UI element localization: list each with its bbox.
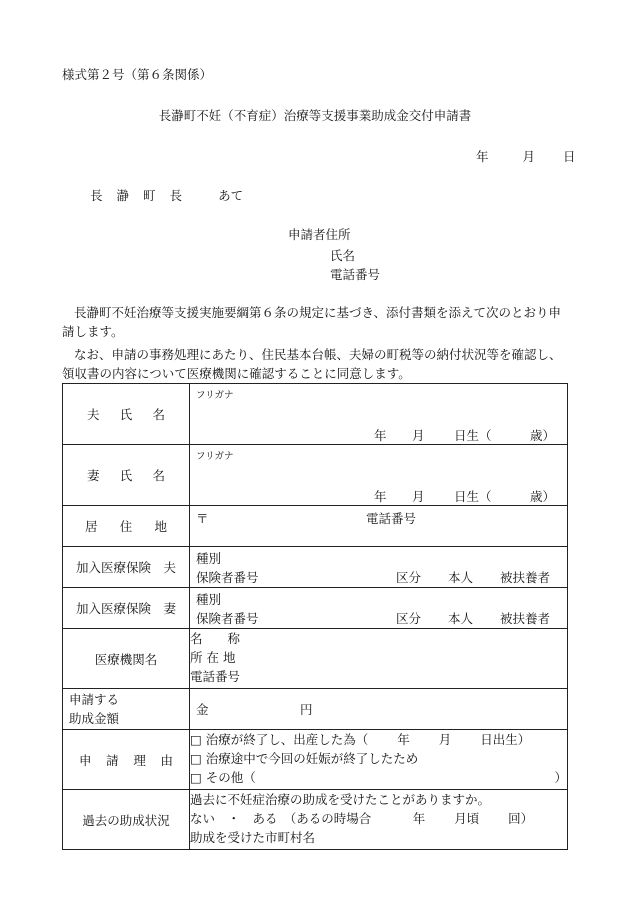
husband-age: 歳） bbox=[530, 428, 556, 443]
reason-row bbox=[63, 730, 568, 790]
addressee-char: 町 bbox=[143, 188, 156, 203]
history-municipality-label: 助成を受けた市町村名 bbox=[190, 830, 316, 845]
reason-option-ended[interactable]: □ 治療途中で今回の妊娠が終了したため bbox=[190, 751, 419, 766]
wife-birth-year: 年 bbox=[374, 489, 387, 504]
medical-location-label: 所 在 地 bbox=[190, 650, 236, 665]
reason-option-other[interactable]: □ その他（ ） bbox=[190, 770, 567, 785]
dependent-option[interactable]: 被扶養者 bbox=[500, 611, 551, 626]
amount-prefix: 金 bbox=[196, 702, 209, 717]
application-table bbox=[62, 383, 568, 850]
applicant-phone-label: 電話番号 bbox=[330, 267, 381, 282]
husband-name-field[interactable] bbox=[190, 384, 568, 445]
addressee-char: 瀞 bbox=[116, 188, 130, 203]
medical-phone-label: 電話番号 bbox=[190, 669, 241, 684]
category-label: 区分 bbox=[396, 611, 422, 626]
consent-paragraph bbox=[62, 345, 570, 383]
date-day: 日 bbox=[563, 149, 576, 164]
dependent-option[interactable]: 被扶養者 bbox=[500, 570, 551, 585]
reason-label: 申 請 理 由 bbox=[63, 730, 190, 790]
wife-birth-day: 日生（ bbox=[454, 489, 492, 504]
amount-label: 申請する 助成金額 bbox=[63, 689, 190, 730]
history-question: 過去に不妊症治療の助成を受けたことがありますか。 bbox=[190, 792, 491, 807]
addressee bbox=[90, 186, 243, 204]
insurance-wife-field[interactable] bbox=[190, 588, 568, 629]
self-option[interactable]: 本人 bbox=[448, 611, 474, 626]
document-title: 長瀞町不妊（不育症）治療等支援事業助成金交付申請書 bbox=[158, 108, 472, 123]
wife-birth-month: 月 bbox=[412, 489, 425, 504]
insurance-wife-label: 加入医療保険 妻 bbox=[63, 588, 190, 629]
residence-phone-label: 電話番号 bbox=[366, 511, 417, 526]
residence-label: 居 住 地 bbox=[63, 506, 190, 547]
insurance-husband-field[interactable] bbox=[190, 547, 568, 588]
amount-unit: 円 bbox=[300, 702, 313, 717]
insurer-number-label: 保険者番号 bbox=[196, 611, 259, 626]
medical-institution-label: 医療機関名 bbox=[63, 629, 190, 689]
postal-mark: 〒 bbox=[196, 511, 209, 526]
wife-name-label: 妻 氏 名 bbox=[63, 445, 190, 506]
medical-name-label: 名 称 bbox=[190, 631, 241, 646]
category-label: 区分 bbox=[396, 570, 422, 585]
statement-text: 長瀞町不妊治療等支援実施要綱第６条の規定に基づき、添付書類を添えて次のとおり申請します。 bbox=[62, 305, 562, 339]
husband-name-label: 夫 氏 名 bbox=[63, 384, 190, 445]
residence-field[interactable] bbox=[190, 506, 568, 547]
wife-name-field[interactable] bbox=[190, 445, 568, 506]
date-line bbox=[476, 147, 576, 165]
reason-option-birth[interactable]: □ 治療が終了し、出産した為（ 年 月 日出生） bbox=[190, 732, 531, 747]
insurer-number-label: 保険者番号 bbox=[196, 570, 259, 585]
husband-row bbox=[63, 384, 568, 445]
amount-field[interactable] bbox=[190, 689, 568, 730]
insurance-husband-label: 加入医療保険 夫 bbox=[63, 547, 190, 588]
date-year: 年 bbox=[476, 149, 489, 164]
wife-furigana-label: フリガナ bbox=[196, 451, 234, 462]
history-field[interactable] bbox=[190, 790, 568, 850]
medical-row bbox=[63, 629, 568, 689]
wife-age: 歳） bbox=[530, 489, 556, 504]
reason-field bbox=[190, 730, 568, 790]
statement-paragraph bbox=[62, 303, 570, 341]
addressee-char: 長 bbox=[169, 188, 183, 203]
insurance-wife-row bbox=[63, 588, 568, 629]
insurance-husband-row bbox=[63, 547, 568, 588]
insurance-type-label: 種別 bbox=[196, 551, 222, 566]
addressee-to: あて bbox=[218, 188, 244, 203]
insurance-type-label: 種別 bbox=[196, 592, 222, 607]
husband-furigana-label: フリガナ bbox=[196, 390, 234, 401]
history-answer[interactable]: ない ・ ある （あるの時場合 年 月頃 回） bbox=[190, 811, 534, 826]
date-month: 月 bbox=[522, 149, 536, 164]
history-label: 過去の助成状況 bbox=[63, 790, 190, 850]
self-option[interactable]: 本人 bbox=[448, 570, 474, 585]
husband-birth-year: 年 bbox=[374, 428, 387, 443]
applicant-address-label: 申請者住所 bbox=[288, 227, 351, 242]
residence-row bbox=[63, 506, 568, 547]
consent-text: なお、申請の事務処理にあたり、住民基本台帳、夫婦の町税等の納付状況等を確認し、領収書の内容について医療機関に確認することに同意します。 bbox=[62, 347, 562, 381]
wife-row bbox=[63, 445, 568, 506]
history-row bbox=[63, 790, 568, 850]
husband-birth-day: 日生（ bbox=[454, 428, 492, 443]
form-number: 様式第２号（第６条関係） bbox=[62, 67, 213, 82]
medical-institution-field[interactable] bbox=[190, 629, 568, 689]
husband-birth-month: 月 bbox=[412, 428, 425, 443]
applicant-name-label: 氏名 bbox=[330, 248, 356, 263]
amount-row bbox=[63, 689, 568, 730]
addressee-char: 長 bbox=[90, 188, 103, 203]
